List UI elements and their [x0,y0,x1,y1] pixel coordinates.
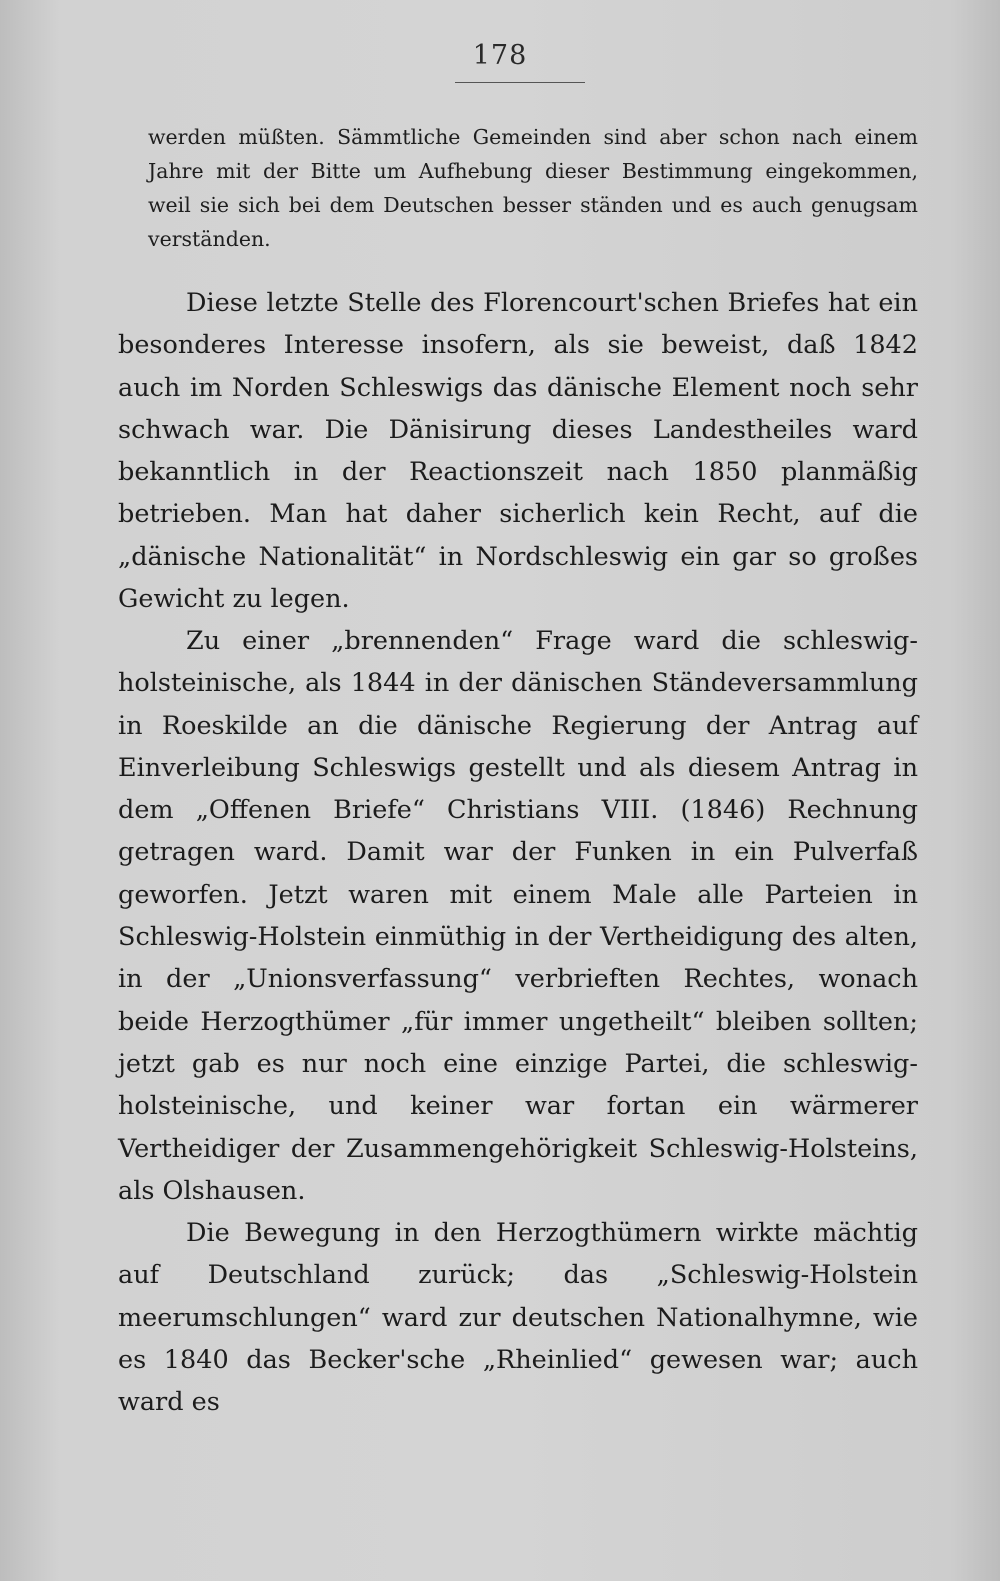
paragraph-burning-question: Zu einer „brennenden“ Frage ward die schleswig-holsteinische, als 1844 in der dänischen Ständeversammlung in Roeskilde an die dänische Regierung der Antrag auf Einverleibung Schleswigs gestellt und als diesem Antrag in dem „Offenen Briefe“ Christians VIII. (1846) Rechnung getragen ward. Damit war der Funken in ein Pulverfaß geworfen. Jetzt waren mit einem Male alle Parteien in Schleswig-Holstein einmüthig in der Vertheidigung des alten, in der „Unionsverfassung“ verbrieften Rechtes, wonach beide Herzogthümer „für immer ungetheilt“ bleiben sollten; jetzt gab es nur noch eine einzige Partei, die schleswig-holsteinische, und keiner war fortan ein wärmerer Vertheidiger der Zusammengehörigkeit Schleswig-Holsteins, als Olshausen. [118,626,918,1206]
paragraph-movement: Die Bewegung in den Herzogthümern wirkte mächtig auf Deutschland zurück; das „Schleswig-Holstein meerumschlungen“ ward zur deutschen Nationalhymne, wie es 1840 das Becker'sche „Rheinlied“ gewesen war; auch ward es [118,1218,918,1418]
paragraph-continuation: werden müßten. Sämmtliche Gemeinden sind aber schon nach einem Jahre mit der Bitte um Aufhebung dieser Bestimmung eingekommen, weil sie sich bei dem Deutschen besser ständen und es auch genugsam verständen. [148,125,918,251]
header-rule [455,82,585,83]
paragraph-florencourt-letter: Diese letzte Stelle des Florencourt'schen Briefes hat ein besonderes Interesse insofern, als sie beweist, daß 1842 auch im Norden Schleswigs das dänische Element noch sehr schwach war. Die Dänisirung dieses Landestheiles ward bekanntlich in der Reactionszeit nach 1850 planmäßig betrieben. Man hat daher sicherlich kein Recht, auf die „dänische Nationalität“ in Nordschleswig ein gar so großes Gewicht zu legen. [118,288,918,615]
page-number: 178 [472,40,528,71]
